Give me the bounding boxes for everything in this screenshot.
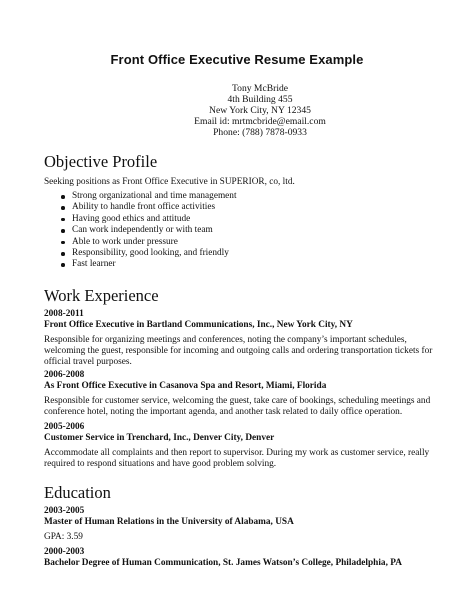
job-title: Customer Service in Trenchard, Inc., Denver City, Denver (44, 433, 275, 443)
objective-skills-list (60, 191, 237, 271)
skill-item (60, 248, 237, 259)
education-heading: Education (44, 483, 111, 502)
contact-name: Tony McBride (231, 83, 289, 94)
skill-text: Ability to handle front office activities (72, 202, 216, 213)
bullet-icon (61, 195, 65, 199)
bullet-icon (61, 218, 65, 222)
job-title: Front Office Executive in Bartland Communications, Inc., New York City, NY (44, 320, 353, 330)
objective-heading: Objective Profile (44, 152, 158, 171)
bullet-icon (61, 252, 65, 256)
skill-text: Able to work under pressure (72, 236, 178, 247)
education-degree: Bachelor Degree of Human Communication, St. James Watson’s College, Philadelphia, PA (44, 558, 402, 568)
contact-address-line1: 4th Building 455 (227, 94, 293, 105)
bullet-icon (61, 241, 65, 245)
job-description: Responsible for organizing meetings and conferences, noting the company’s important schedules, welcoming the guest, responsible for incoming and outgoing calls and ordering transportation tickets for official travel purposes. (44, 335, 433, 368)
skill-item (60, 237, 237, 248)
skill-item (60, 214, 237, 225)
skill-item (60, 259, 237, 270)
work-experience-heading: Work Experience (44, 286, 159, 305)
contact-email: Email id: mrtmcbride@email.com (194, 116, 326, 127)
skill-text: Having good ethics and attitude (72, 213, 191, 224)
education-years: 2000-2003 (44, 547, 85, 557)
objective-intro: Seeking positions as Front Office Executive in SUPERIOR, co, ltd. (44, 177, 295, 187)
job-title: As Front Office Executive in Casanova Spa and Resort, Miami, Florida (44, 381, 327, 391)
education-gpa: GPA: 3.59 (44, 532, 83, 542)
skill-text: Strong organizational and time management (72, 191, 237, 201)
skill-text: Fast learner (72, 259, 116, 270)
skill-item (60, 202, 237, 213)
skill-text: Responsibility, good looking, and friendly (72, 248, 229, 259)
job-description: Responsible for customer service, welcoming the guest, take care of bookings, scheduling meetings and conference hotel, noting the important agenda, and another task related to daily office operation. (44, 396, 431, 418)
skill-item (60, 191, 237, 202)
contact-address-line2: New York City, NY 12345 (209, 105, 311, 116)
contact-block (150, 83, 370, 138)
job-description: Accommodate all complaints and then report to supervisor. During my work as customer service, really required to respond situations and have good problem solving. (44, 448, 430, 470)
job-years: 2005-2006 (44, 422, 85, 432)
bullet-icon (61, 263, 65, 267)
skill-item (60, 225, 237, 236)
education-years: 2003-2005 (44, 506, 85, 516)
contact-phone: Phone: (788) 7878-0933 (213, 127, 307, 138)
bullet-icon (61, 229, 65, 233)
bullet-icon (61, 206, 65, 210)
skill-text: Can work independently or with team (72, 225, 213, 236)
job-years: 2006-2008 (44, 370, 85, 380)
document-title: Front Office Executive Resume Example (110, 52, 364, 67)
education-degree: Master of Human Relations in the University of Alabama, USA (44, 517, 294, 527)
job-years: 2008-2011 (44, 309, 84, 319)
